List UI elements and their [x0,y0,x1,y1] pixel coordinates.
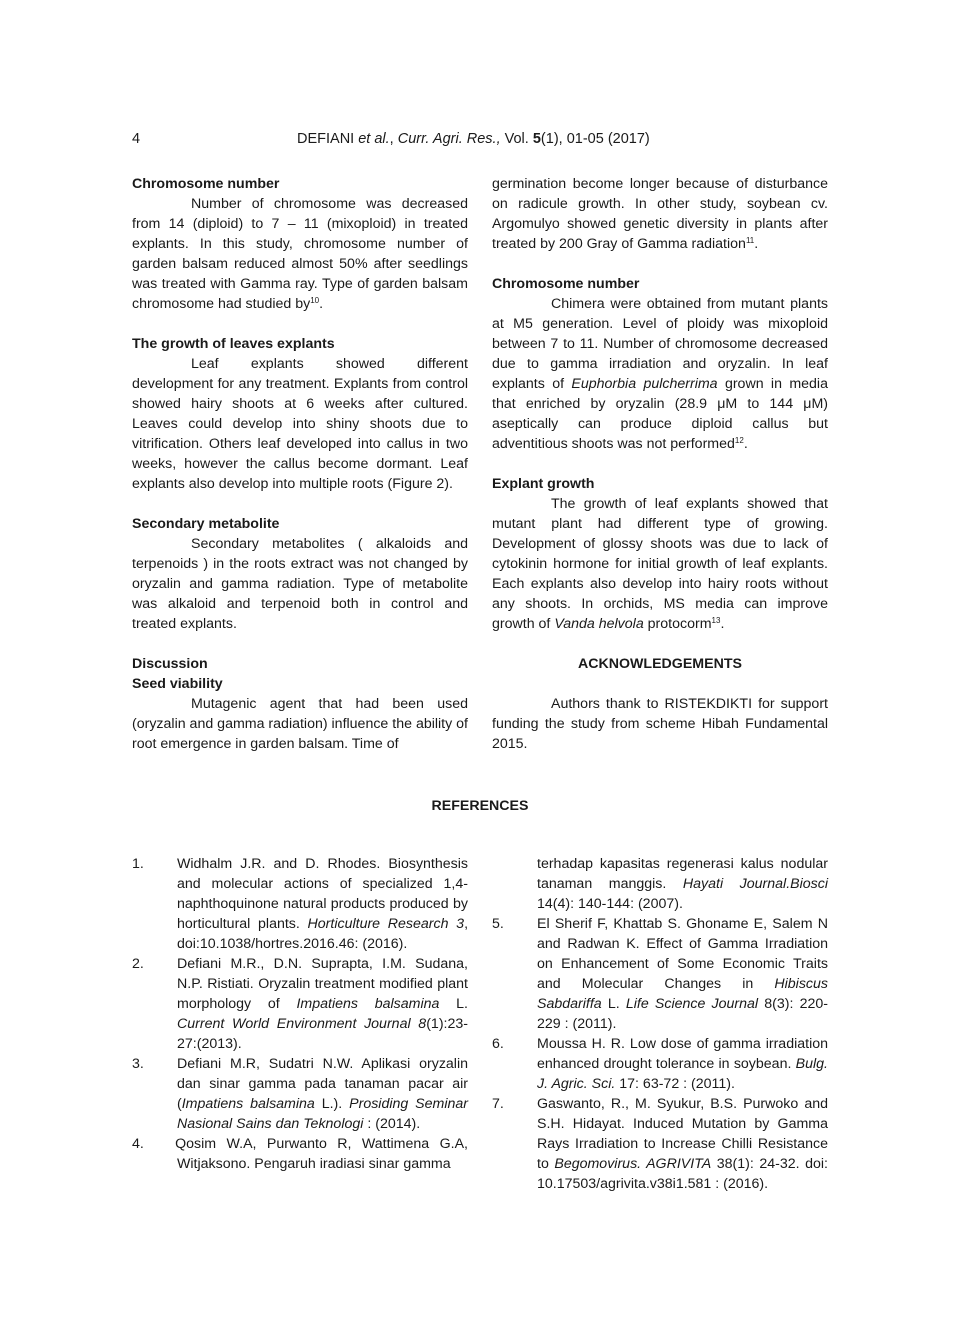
running-header [132,128,828,150]
reference-item-continued: terhadap kapasitas regenerasi kalus nodular tanaman manggis. Hayati Journal.Biosci 14(4): 140-144: (2007). [537,856,828,912]
reference-item: 6. Moussa H. R. Low dose of gamma irradiation enhanced drought tolerance in soybean. Bulg. J. Agric. Sci. 17: 63-72 : (2011). [492,1036,828,1092]
reference-item: 7. Gaswanto, R., M. Syukur, B.S. Purwoko and S.H. Hidayat. Induced Mutation by Gamma Rays Irradiation to Increase Chilli Resistance to Begomovirus. AGRIVITA 38(1): 24-32. doi: 10.17503/agrivita.v38i1.581 : (2016). [492,1096,828,1192]
left-column [132,174,468,754]
reference-item: 3. Defiani M.R, Sudatri N.W. Aplikasi oryzalin dan sinar gamma pada tanaman pacar air (Impatiens balsamina L.). Prosiding Seminar Nasional Sains dan Teknologi : (2014). [132,1056,468,1132]
reference-item: 5. El Sherif F, Khattab S. Ghoname E, Salem N and Radwan K. Effect of Gamma Irradiation on Enhancement of Some Economic Traits and Molecular Changes in Hibiscus Sabdariffa L. Life Science Journal 8(3): 220-229 : (2011). [492,916,828,1032]
section-heading-seed: Seed viability [132,676,223,692]
references-heading: REFERENCES [431,798,529,814]
reference-item: 4. Qosim W.A, Purwanto R, Wattimena G.A, Witjaksono. Pengaruh iradiasi sinar gamma [132,1136,468,1172]
references-left-column [132,854,468,1174]
section-heading-chromosome-2: Chromosome number [492,276,640,292]
section-heading-leaves: The growth of leaves explants [132,336,335,352]
paragraph-leaves: Leaf explants showed different development for any treatment. Explants from control showed hairy shoots at 6 weeks after cultured. Leaves could develop into shiny shoots due to vitrification. Others leaf developed into callus in two weeks, however the callus become dormant. Leaf explants also develop into multiple roots (Figure 2). [132,356,468,492]
paragraph-explant: The growth of leaf explants showed that mutant plant had different type of growing. Development of glossy shoots was due to lack of cytokinin hormone for initial growth of leaf explants. Each explants also develop into hairy roots without any shoots. In orchids, MS media can improve growth of Vanda helvola protocorm$^{13}$. [492,496,828,632]
reference-item: 1. Widhalm J.R. and D. Rhodes. Biosynthesis and molecular actions of specialized 1,4-naphthoquinone natural products produced by horticultural plants. Horticulture Research 3, doi:10.1038/hortres.2016.46: (2016). [132,856,469,952]
references-right-column [492,854,828,1194]
paragraph-chromosome: Number of chromosome was decreased from 14 (diploid) to 7 – 11 (mixoploid) in treated explants. In this study, chromosome number of garden balsam reduced almost 50% after seedlings was treated with Gamma ray. Type of garden balsam chromosome had studied $by^{10}$. [132,196,468,312]
paragraph-continued: germination become longer because of disturbance on radicule growth. In other study, soybean cv. Argomulyo showed genetic diversity in plants after treated by 200 Gray of Gamma radiation$^{11}$. [492,176,828,252]
paragraph-chromosome-2: Chimera were obtained from mutant plants at M5 generation. Level of ploidy was mixoploid between 7 to 11. Number of chromosome decreased due to gamma irradiation and oryzalin. In leaf explants of Euphorbia pulcherrima grown in media that enriched by oryzalin (28.9 μM to 144 μM) aseptically can produce diploid callus but adventitious shoots was not performed$^{12}$. [492,296,828,452]
right-column [492,174,828,754]
paragraph-metabolite: Secondary metabolites ( alkaloids and terpenoids ) in the roots extract was not changed by oryzalin and gamma radiation. Type of metabolite was alkaloid and terpenoid both in control and treated explants. [132,536,468,632]
paragraph-seed: Mutagenic agent that had been used (oryzalin and gamma radiation) influence the ability of root emergence in garden balsam. Time of [132,696,468,752]
section-heading-chromosome: Chromosome number [132,176,280,192]
paragraph-acknowledgements: Authors thank to RISTEKDIKTI for support funding the study from scheme Hibah Fundamental 2015. [492,696,828,752]
acknowledgements-heading: ACKNOWLEDGEMENTS [578,656,742,672]
section-heading-metabolite: Secondary metabolite [132,516,280,532]
section-heading-discussion: Discussion [132,656,208,672]
section-heading-explant: Explant growth [492,476,595,492]
journal-citation: DEFIANI et al., Curr. Agri. Res., Vol. 5(1), 01-05 (2017) [297,131,650,147]
reference-item: 2. Defiani M.R., D.N. Suprapta, I.M. Sudana, N.P. Ristiati. Oryzalin treatment modified plant morphology of Impatiens balsamina L. Current World Environment Journal 8(1):23-27:(2013). [132,956,468,1052]
page-number: 4 [132,131,141,147]
